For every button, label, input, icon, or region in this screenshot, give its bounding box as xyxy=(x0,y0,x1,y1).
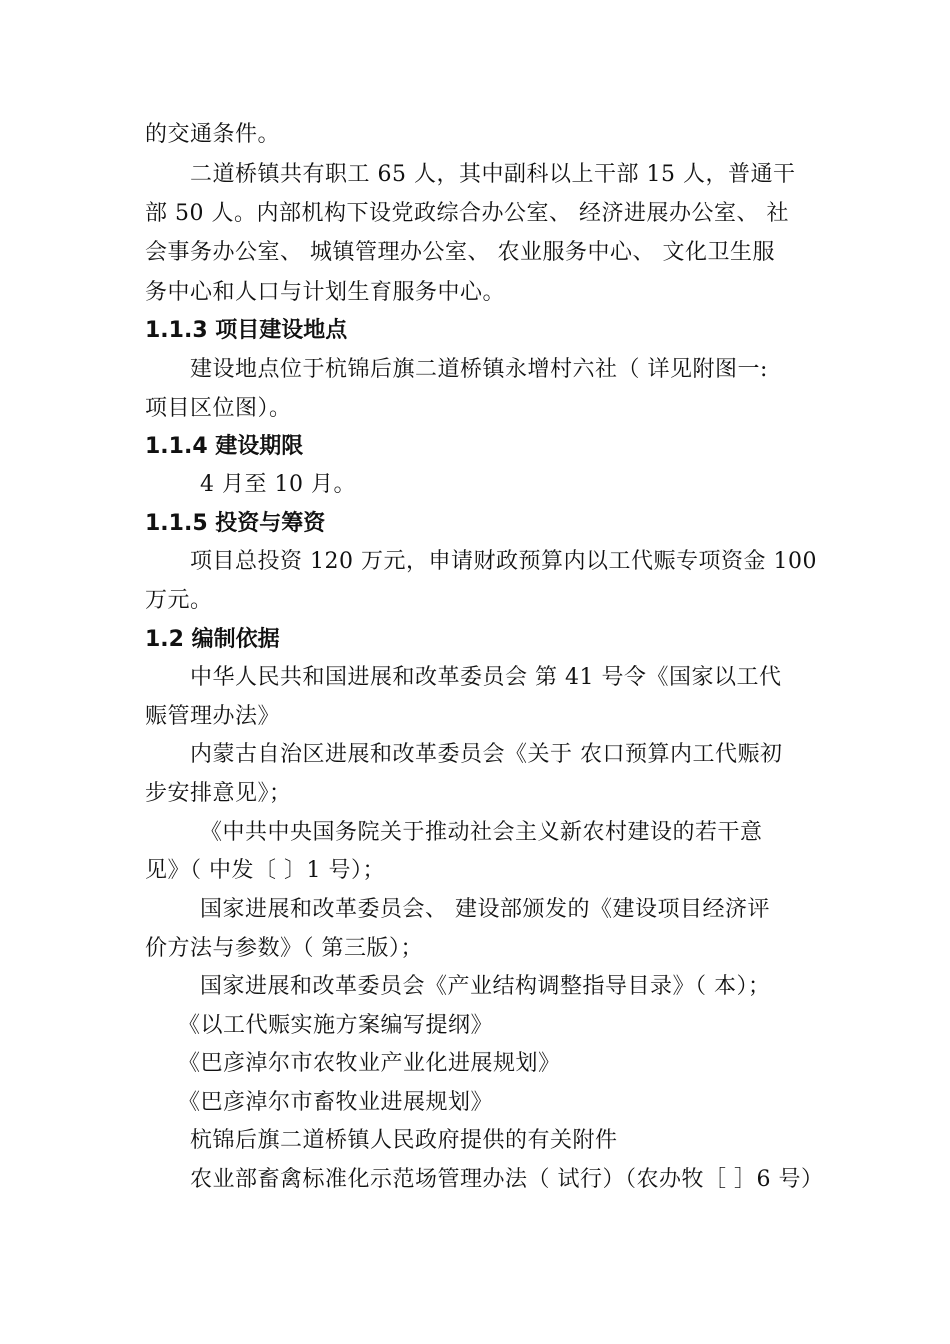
paragraph-line: 的交通条件。 xyxy=(145,122,281,147)
paragraph-line: 项目区位图）。 xyxy=(145,396,292,421)
paragraph-line: 步安排意见》； xyxy=(145,781,292,806)
paragraph-line: 4 月至 10 月。 xyxy=(200,472,356,497)
section-heading: 1.1.4 建设期限 xyxy=(145,434,304,459)
paragraph-line: 建设地点位于杭锦后旗二道桥镇永增村六社（ 详见附图一: xyxy=(190,357,768,382)
paragraph-line: 《巴彦淖尔市畜牧业进展规划》 xyxy=(178,1090,494,1115)
paragraph-line: 国家进展和改革委员会、 建设部颁发的《建设项目经济评 xyxy=(200,897,770,922)
paragraph-line: 中华人民共和国进展和改革委员会 第 41 号令《国家以工代 xyxy=(190,665,782,690)
paragraph-line: 项目总投资 120 万元，申请财政预算内以工代赈专项资金 100 xyxy=(190,549,817,574)
paragraph-line: 内蒙古自治区进展和改革委员会《关于 农口预算内工代赈初 xyxy=(190,742,783,767)
paragraph-line: 赈管理办法》 xyxy=(145,704,281,729)
paragraph-line: 《巴彦淖尔市农牧业产业化进展规划》 xyxy=(178,1051,561,1076)
paragraph-line: 万元。 xyxy=(145,588,213,613)
paragraph-line: 务中心和人口与计划生育服务中心。 xyxy=(145,280,506,305)
paragraph-line: 《以工代赈实施方案编写提纲》 xyxy=(178,1013,494,1038)
section-heading: 1.1.5 投资与筹资 xyxy=(145,511,326,536)
paragraph-line: 国家进展和改革委员会《产业结构调整指导目录》（ 本）； xyxy=(200,974,771,999)
paragraph-line: 杭锦后旗二道桥镇人民政府提供的有关附件 xyxy=(190,1128,618,1153)
section-heading: 1.1.3 项目建设地点 xyxy=(145,318,348,343)
paragraph-line: 农业部畜禽标准化示范场管理办法（ 试行）（农办牧［ ］6 号） xyxy=(190,1167,824,1192)
paragraph-line: 会事务办公室、 城镇管理办公室、 农业服务中心、 文化卫生服 xyxy=(145,240,775,265)
section-heading: 1.2 编制依据 xyxy=(145,627,280,652)
paragraph-line: 部 50 人。内部机构下设党政综合办公室、 经济进展办公室、 社 xyxy=(145,201,789,226)
paragraph-line: 见》（ 中发〔 〕1 号）； xyxy=(145,858,385,883)
paragraph-line: 《中共中央国务院关于推动社会主义新农村建设的若干意 xyxy=(200,820,763,845)
paragraph-line: 价方法与参数》（ 第三版）； xyxy=(145,936,423,961)
paragraph-line: 二道桥镇共有职工 65 人，其中副科以上干部 15 人，普通干 xyxy=(190,162,796,187)
